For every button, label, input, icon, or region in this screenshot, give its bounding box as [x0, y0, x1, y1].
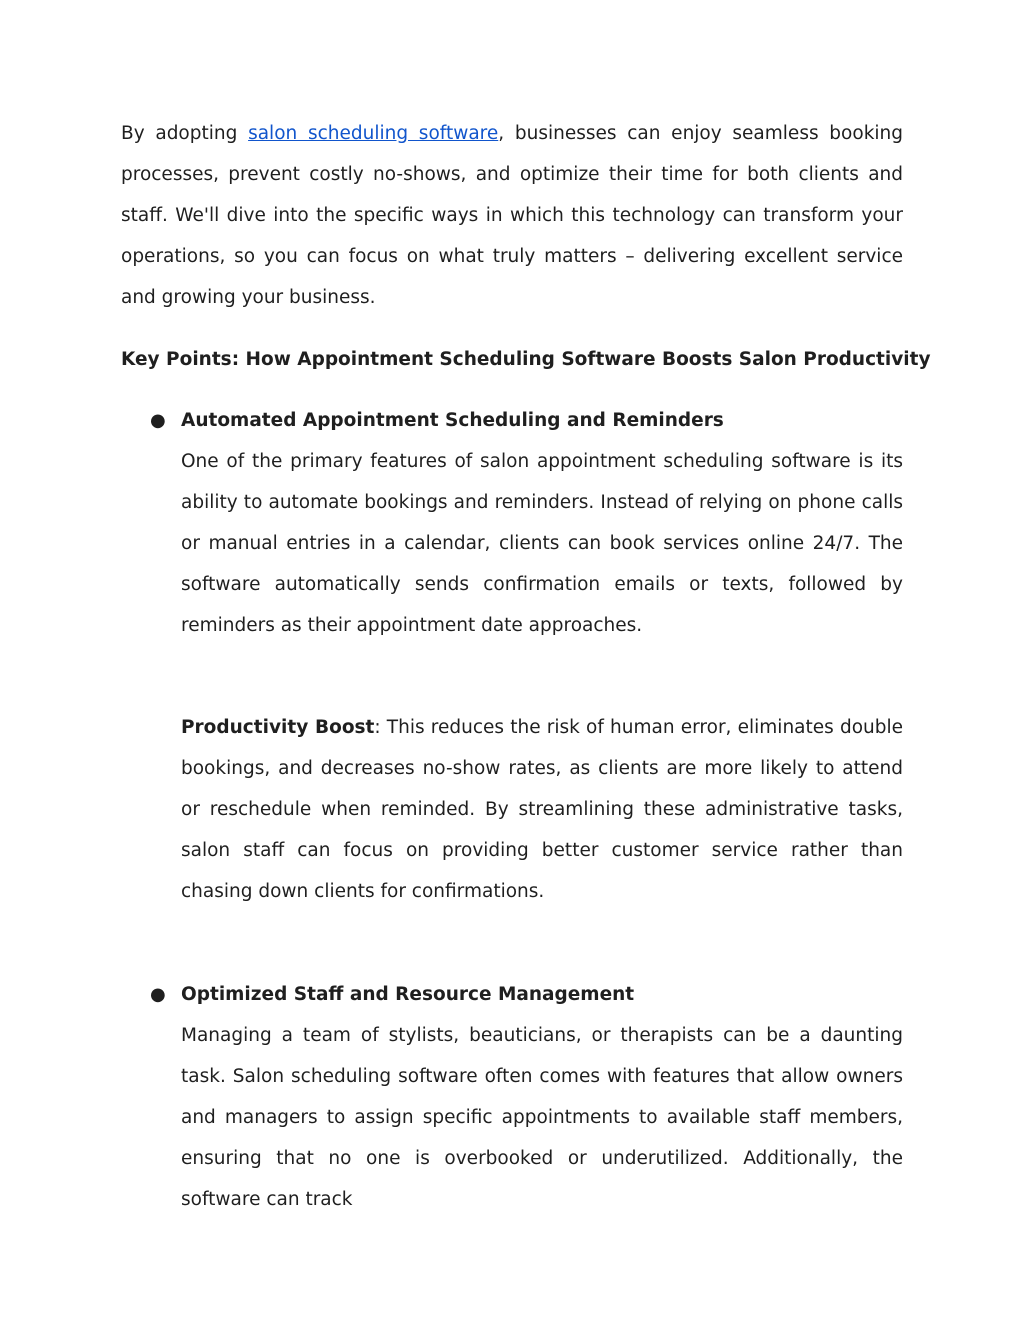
- productivity-boost-label: Productivity Boost: [181, 717, 375, 738]
- salon-scheduling-software-link[interactable]: salon scheduling software: [248, 123, 499, 144]
- bullet-marker: ●: [150, 984, 166, 1005]
- bullet-body-staff-management: Managing a team of stylists, beauticians, or therapists can be a daunting task. Salon scheduling software often comes with features that allow owners and managers to assign specific appointments to available staff members, ensuring that no one is overbooked or underutilized. Additionally, the software can track: [181, 1025, 903, 1210]
- section-heading: Key Points: How Appointment Scheduling Software Boosts Salon Productivity: [121, 349, 931, 370]
- bullet-body-automated-scheduling: One of the primary features of salon appointment scheduling software is its ability to automate bookings and reminders. Instead of relying on phone calls or manual entries in a calendar, clients can book services online 24/7. The software automatically sends confirmation emails or texts, followed by reminders as their appointment date approaches.: [181, 451, 903, 636]
- productivity-boost-text: : This reduces the risk of human error, eliminates double bookings, and decreases no-show rates, as clients are more likely to attend or reschedule when reminded. By streamlining these administrative tasks, salon staff can focus on providing better customer service rather than chasing down clients for confirmations.: [181, 717, 904, 902]
- intro-prefix: By adopting: [121, 123, 249, 144]
- bullet-title-staff-management: Optimized Staff and Resource Management: [181, 984, 635, 1005]
- bullet-marker: ●: [150, 410, 166, 431]
- productivity-boost-paragraph: [181, 707, 903, 912]
- bullet-title-automated-scheduling: Automated Appointment Scheduling and Reminders: [181, 410, 724, 431]
- intro-suffix: , businesses can enjoy seamless booking processes, prevent costly no-shows, and optimize their time for both clients and staff. We'll dive into the specific ways in which this technology can transform your operations, so you can focus on what truly matters – delivering excellent service and growing your business.: [121, 123, 904, 308]
- intro-paragraph: [121, 113, 903, 318]
